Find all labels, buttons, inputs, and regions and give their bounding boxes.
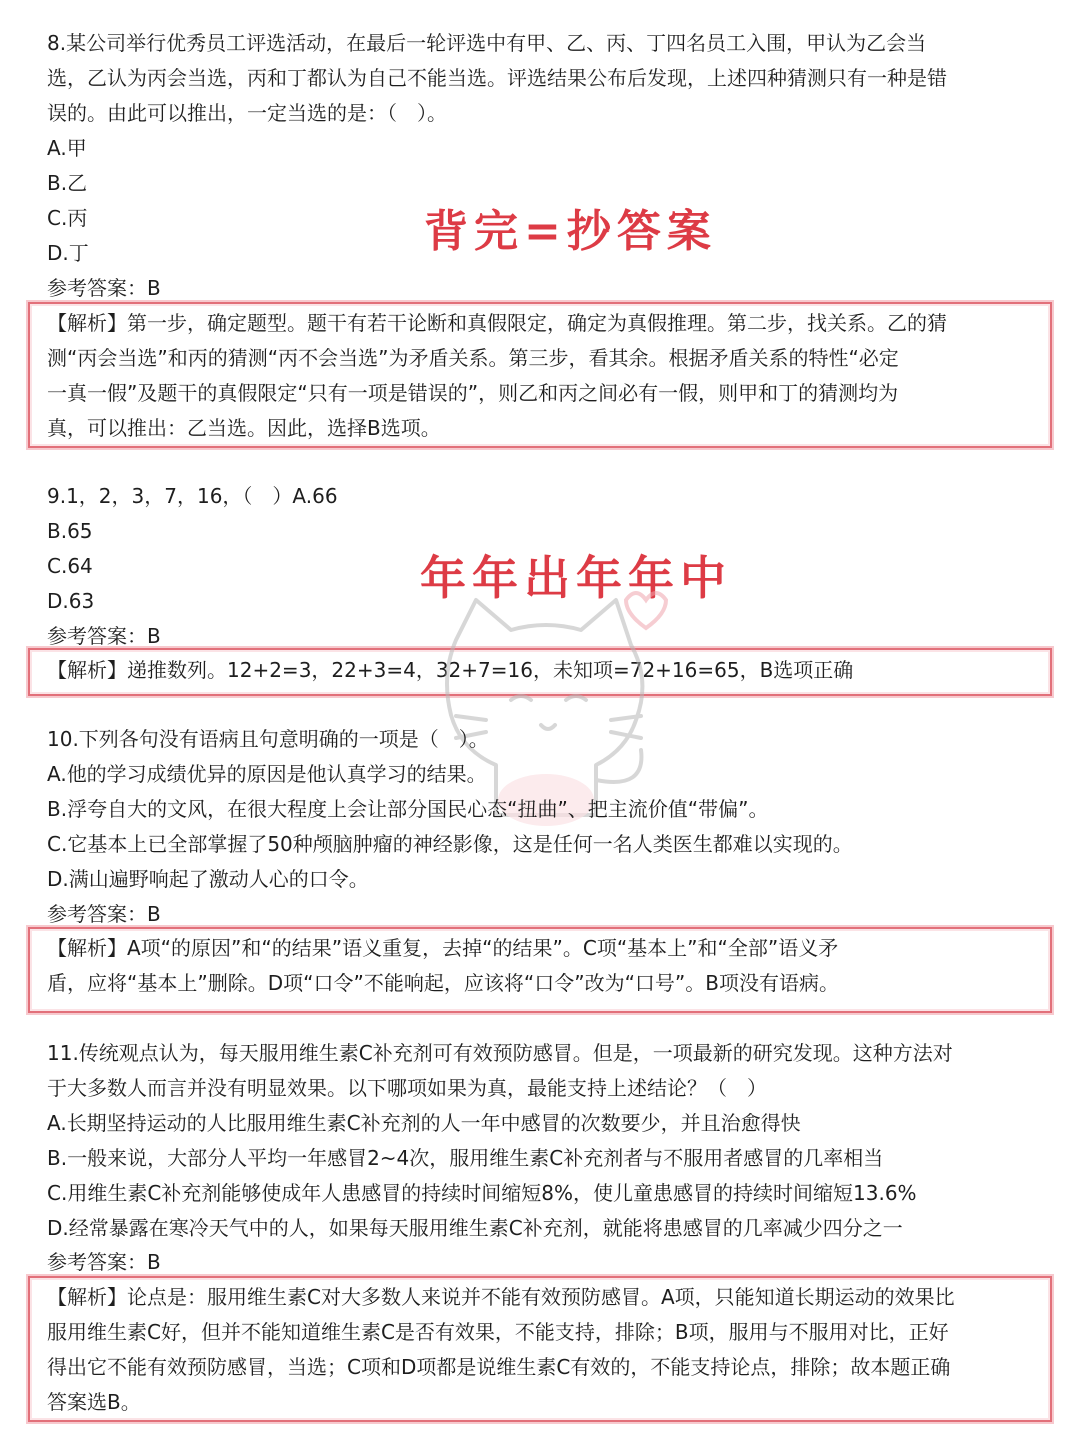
q11-option: C.用维生素C补充剂能够使成年人患感冒的持续时间缩短8%，使儿童患感冒的持续时间缩短13.6% [47,1181,917,1205]
handwritten-note: 背完=抄答案 [424,206,717,257]
q11-option: A.长期坚持运动的人比服用维生素C补充剂的人一年中感冒的次数要少，并且治愈得快 [47,1111,801,1135]
q10-option: C.它基本上已全部掌握了50种颅脑肿瘤的神经影像，这是任何一名人类医生都难以实现的。 [47,832,853,856]
q8-option: C.丙 [47,206,88,230]
q8-explanation-line: 测“丙会当选”和丙的猜测“丙不会当选”为矛盾关系。第三步，看其余。根据矛盾关系的特性“必定 [47,346,899,370]
q8-option: B.乙 [47,171,88,195]
q9-answer: 参考答案：B [47,624,161,648]
q11-answer: 参考答案：B [47,1250,161,1274]
q9-stem: 9.1，2，3，7，16，（ ）A.66 [47,484,338,508]
q9-option: B.65 [47,519,93,543]
q8-option: A.甲 [47,136,87,160]
q10-stem: 10.下列各句没有语病且句意明确的一项是（ ）。 [47,727,489,751]
q8-explanation-line: 真，可以推出：乙当选。因此，选择B选项。 [47,416,441,440]
q8-answer: 参考答案：B [47,276,161,300]
q8-explanation-line: 【解析】第一步，确定题型。题干有若干论断和真假限定，确定为真假推理。第二步，找关系。乙的猜 [47,311,947,335]
q10-explanation-line: 【解析】A项“的原因”和“的结果”语义重复，去掉“的结果”。C项“基本上”和“全部”语义矛 [47,936,839,960]
q9-explanation-line: 【解析】递推数列。12+2=3，22+3=4，32+7=16，未知项=72+16=65，B选项正确 [47,658,854,682]
q10-option: A.他的学习成绩优异的原因是他认真学习的结果。 [47,762,487,786]
q9-option: C.64 [47,554,93,578]
q8-option: D.丁 [47,241,89,265]
q10-explanation-line: 盾，应将“基本上”删除。D项“口令”不能响起，应该将“口令”改为“口号”。B项没有语病。 [47,971,840,995]
q8-explanation-line: 一真一假”及题干的真假限定“只有一项是错误的”，则乙和丙之间必有一假，则甲和丁的猜测均为 [47,381,899,405]
q11-stem-line: 于大多数人而言并没有明显效果。以下哪项如果为真，最能支持上述结论？（ ） [47,1076,767,1100]
q11-explanation-line: 得出它不能有效预防感冒，当选；C项和D项都是说维生素C有效的，不能支持论点，排除；故本题正确 [47,1355,951,1379]
q10-option: B.浮夸自大的文风，在很大程度上会让部分国民心态“扭曲”、把主流价值“带偏”。 [47,797,769,821]
q11-explanation-line: 答案选B。 [47,1390,141,1414]
q10-option: D.满山遍野响起了激动人心的口令。 [47,867,369,891]
q11-option: B.一般来说，大部分人平均一年感冒2~4次，服用维生素C补充剂者与不服用者感冒的几率相当 [47,1146,884,1170]
q11-explanation-line: 【解析】论点是：服用维生素C对大多数人来说并不能有效预防感冒。A项，只能知道长期运动的效果比 [47,1285,955,1309]
q8-stem-line: 8.某公司举行优秀员工评选活动，在最后一轮评选中有甲、乙、丙、丁四名员工入围，甲认为乙会当 [47,31,927,55]
q11-option: D.经常暴露在寒冷天气中的人，如果每天服用维生素C补充剂，就能将患感冒的几率减少四分之一 [47,1216,903,1240]
handwritten-note: 年年出年年中 [420,551,732,605]
q11-stem-line: 11.传统观点认为，每天服用维生素C补充剂可有效预防感冒。但是，一项最新的研究发现。这种方法对 [47,1041,953,1065]
q8-stem-line: 误的。由此可以推出，一定当选的是：（ ）。 [47,101,447,125]
q11-explanation-line: 服用维生素C好，但并不能知道维生素C是否有效果，不能支持，排除；B项，服用与不服用对比，正好 [47,1320,949,1344]
q8-stem-line: 选，乙认为丙会当选，丙和丁都认为自己不能当选。评选结果公布后发现，上述四种猜测只有一种是错 [47,66,947,90]
q10-answer: 参考答案：B [47,902,161,926]
q9-option: D.63 [47,589,95,613]
